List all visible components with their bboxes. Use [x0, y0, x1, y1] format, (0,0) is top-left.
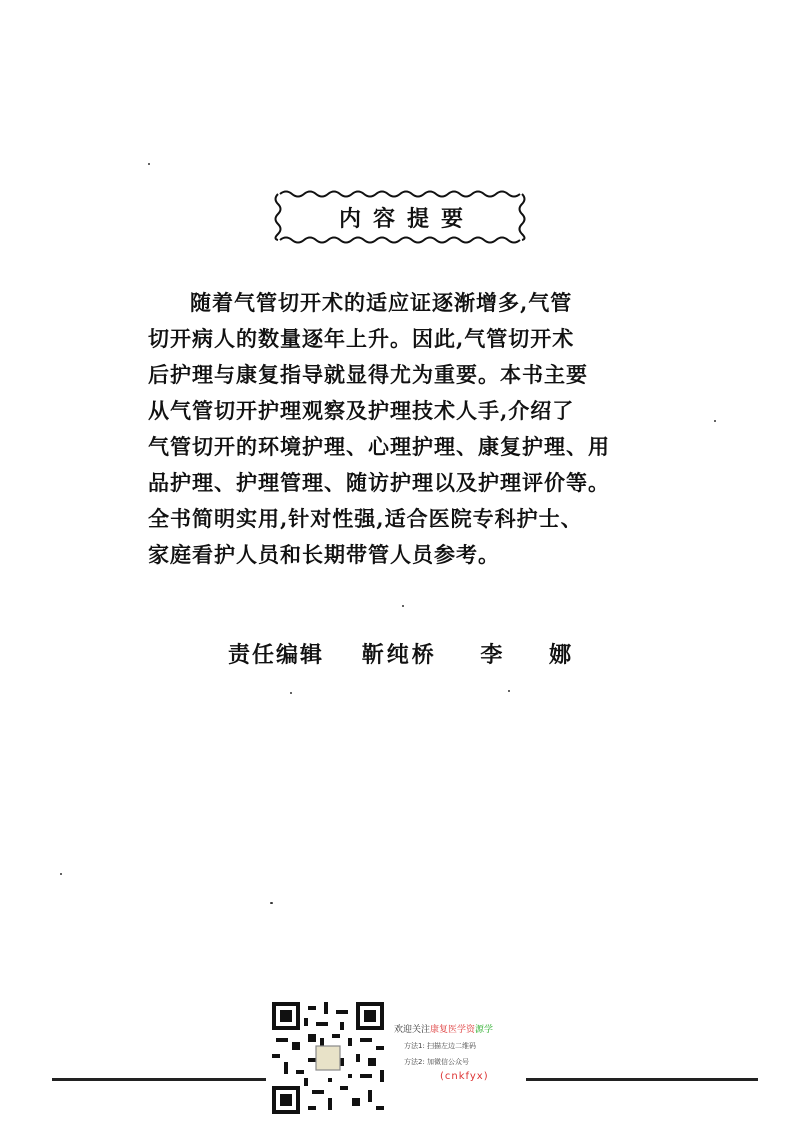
promo-method-2: 方法2: 加微信公众号	[404, 1058, 470, 1066]
wechat-promo	[394, 1022, 493, 1082]
responsible-editors	[228, 638, 648, 669]
editor-name: 娜	[549, 642, 575, 668]
scan-speck	[270, 902, 273, 904]
summary-line: 从气管切开护理观察及护理技术人手,介绍了	[148, 398, 575, 423]
footer-rule-right	[526, 1078, 758, 1081]
summary-line: 家庭看护人员和长期带管人员参考。	[148, 542, 500, 567]
summary-line: 切开病人的数量逐年上升。因此,气管切开术	[148, 326, 575, 351]
summary-line: 随着气管切开术的适应证逐渐增多,气管	[190, 290, 573, 315]
summary-body	[148, 285, 664, 573]
summary-heading-frame	[272, 188, 530, 246]
scan-speck	[508, 690, 510, 692]
summary-line: 后护理与康复指导就显得尤为重要。本书主要	[148, 362, 588, 387]
scan-speck	[402, 605, 404, 607]
summary-heading: 内容提要	[338, 205, 475, 232]
summary-line: 气管切开的环境护理、心理护理、康复护理、用	[148, 434, 610, 459]
editor-role-label: 责任编辑	[228, 642, 325, 668]
editor-name: 李	[480, 642, 506, 668]
promo-brand: 康复医学资	[430, 1025, 476, 1035]
scan-speck	[290, 692, 292, 694]
footer-rule-left	[52, 1078, 266, 1081]
scan-speck	[714, 420, 716, 422]
promo-method-1: 方法1: 扫描左边二维码	[404, 1042, 477, 1050]
promo-brand-tail: 源学	[475, 1025, 494, 1035]
summary-line: 全书简明实用,针对性强,适合医院专科护士、	[148, 506, 583, 531]
scan-speck	[148, 163, 150, 165]
promo-wechat-handle[interactable]: (cnkfyx)	[440, 1071, 489, 1082]
scan-speck	[60, 873, 62, 875]
editor-name: 靳纯桥	[361, 642, 437, 668]
promo-welcome	[394, 1022, 493, 1035]
qr-code-icon[interactable]	[272, 1002, 384, 1114]
summary-line: 品护理、护理管理、随访护理以及护理评价等。	[148, 470, 610, 495]
promo-welcome-prefix: 欢迎关注	[394, 1025, 431, 1035]
